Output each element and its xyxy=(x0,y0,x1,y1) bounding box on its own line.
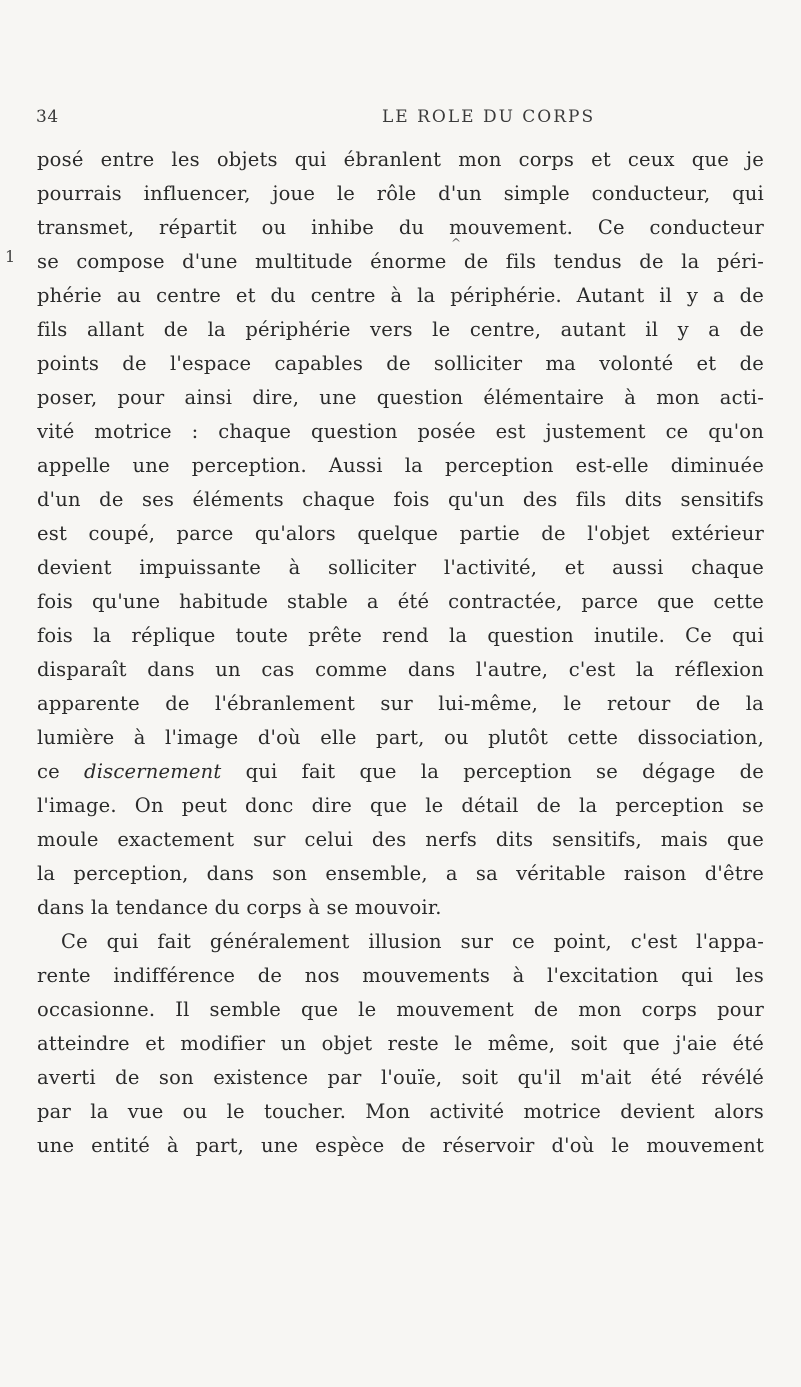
text-line: d'un de ses éléments chaque fois qu'un des fils dits sensitifs xyxy=(37,488,764,511)
text-line: vité motrice : chaque question posée est justement ce qu'on xyxy=(37,420,764,443)
text-line: se compose d'une multitude énorme de fils tendus de la péri- xyxy=(37,250,764,273)
text-line: fois la réplique toute prête rend la question inutile. Ce qui xyxy=(37,624,764,647)
italic-term: discernement xyxy=(84,760,222,783)
text-line: apparente de l'ébranlement sur lui-même, le retour de la xyxy=(37,692,764,715)
text-line: posé entre les objets qui ébranlent mon corps et ceux que je xyxy=(37,148,764,171)
margin-mark: 1 xyxy=(5,247,16,266)
text-line: est coupé, parce qu'alors quelque partie de l'objet extérieur xyxy=(37,522,764,545)
text-line: lumière à l'image d'où elle part, ou plutôt cette dissociation, xyxy=(37,726,764,749)
text-line: phérie au centre et du centre à la périphérie. Autant il y a de xyxy=(37,284,764,307)
text-line: une entité à part, une espèce de réservoir d'où le mouvement xyxy=(37,1134,764,1157)
text-line: points de l'espace capables de solliciter ma volonté et de xyxy=(37,352,764,375)
text-line: transmet, répartit ou inhibe du mouvement. Ce conducteur xyxy=(37,216,764,239)
text-segment: ce xyxy=(37,760,85,783)
text-line: fois qu'une habitude stable a été contractée, parce que cette xyxy=(37,590,764,613)
text-line: dans la tendance du corps à se mouvoir. xyxy=(37,896,442,919)
text-line: fils allant de la périphérie vers le centre, autant il y a de xyxy=(37,318,764,341)
text-line: pourrais influencer, joue le rôle d'un simple conducteur, qui xyxy=(37,182,764,205)
text-line: disparaît dans un cas comme dans l'autre, c'est la réflexion xyxy=(37,658,764,681)
text-line xyxy=(37,755,764,789)
text-line: occasionne. Il semble que le mouvement de mon corps pour xyxy=(37,998,764,1021)
insertion-caret-mark: ^ xyxy=(451,236,462,250)
text-line: averti de son existence par l'ouïe, soit qu'il m'ait été révélé xyxy=(37,1066,764,1089)
text-line: rente indifférence de nos mouvements à l'excitation qui les xyxy=(37,964,764,987)
text-line: moule exactement sur celui des nerfs dits sensitifs, mais que xyxy=(37,828,764,851)
running-header xyxy=(0,107,801,131)
text-line: Ce qui fait généralement illusion sur ce point, c'est l'appa- xyxy=(61,930,764,953)
text-line: devient impuissante à solliciter l'activité, et aussi chaque xyxy=(37,556,764,579)
running-title: LE ROLE DU CORPS xyxy=(382,107,596,127)
text-segment: qui fait que la perception se dégage de xyxy=(221,760,764,783)
text-line: par la vue ou le toucher. Mon activité motrice devient alors xyxy=(37,1100,764,1123)
text-line: poser, pour ainsi dire, une question élémentaire à mon acti- xyxy=(37,386,764,409)
text-line: appelle une perception. Aussi la perception est-elle diminuée xyxy=(37,454,764,477)
text-line: l'image. On peut donc dire que le détail de la perception se xyxy=(37,794,764,817)
text-line: la perception, dans son ensemble, a sa véritable raison d'être xyxy=(37,862,764,885)
page-number: 34 xyxy=(36,107,59,127)
text-line: atteindre et modifier un objet reste le même, soit que j'aie été xyxy=(37,1032,764,1055)
